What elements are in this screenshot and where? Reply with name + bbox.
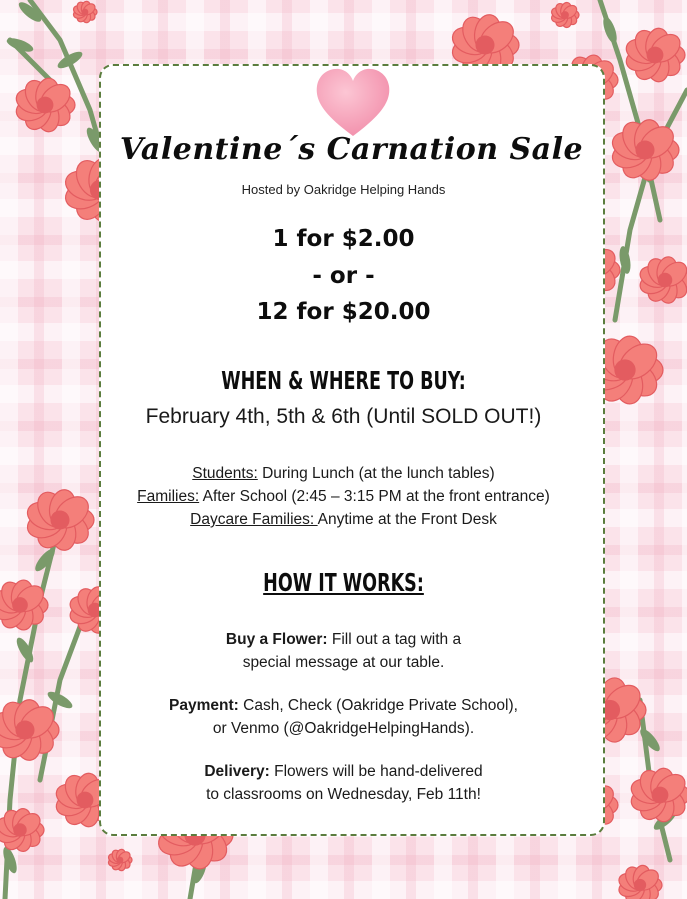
buy-line-1 [0, 631, 687, 649]
delivery-line-2: to classrooms on Wednesday, Feb 11th! [206, 786, 481, 803]
delivery-text-1: Flowers will be hand-delivered [269, 763, 483, 780]
payment-label: Payment: [169, 697, 239, 714]
families-label: Families: [137, 488, 200, 505]
schedule-students [0, 465, 687, 483]
buy-line-2: special message at our table. [242, 654, 445, 671]
how-it-works-heading: HOW IT WORKS: [263, 568, 424, 597]
price-dozen: 12 for $20.00 [256, 299, 431, 325]
delivery-line-1 [0, 763, 687, 781]
schedule-daycare [0, 511, 687, 529]
payment-line-2: or Venmo (@OakridgeHelpingHands). [212, 720, 475, 737]
carnation-flower [550, 1, 579, 28]
carnation-flower [13, 76, 75, 134]
students-label: Students: [192, 465, 258, 482]
price-single: 1 for $2.00 [272, 226, 415, 252]
host-line: Hosted by Oakridge Helping Hands [241, 182, 446, 197]
buy-text-1: Fill out a tag with a [327, 631, 462, 648]
schedule-families [0, 488, 687, 506]
leaf [601, 15, 620, 45]
payment-text-1: Cash, Check (Oakridge Private School), [238, 697, 518, 714]
students-text: During Lunch (at the lunch tables) [257, 465, 495, 482]
carnation-flower [623, 26, 685, 84]
flyer-title: Valentine´s Carnation Sale [119, 132, 584, 167]
carnation-flower [0, 807, 44, 854]
payment-line-1 [0, 697, 687, 715]
carnation-flower [107, 848, 132, 871]
price-or: - or - [312, 263, 375, 289]
when-where-heading: WHEN & WHERE TO BUY: [221, 366, 466, 395]
carnation-flower [616, 864, 662, 899]
delivery-label: Delivery: [204, 763, 270, 780]
buy-label: Buy a Flower: [225, 631, 328, 648]
daycare-text: Anytime at the Front Desk [317, 511, 497, 528]
carnation-flower [72, 0, 97, 23]
heart-icon [313, 66, 393, 138]
sale-dates: February 4th, 5th & 6th (Until SOLD OUT!) [145, 405, 542, 428]
families-text: After School (2:45 – 3:15 PM at the front entrance) [199, 488, 550, 505]
daycare-label: Daycare Families: [190, 511, 318, 528]
